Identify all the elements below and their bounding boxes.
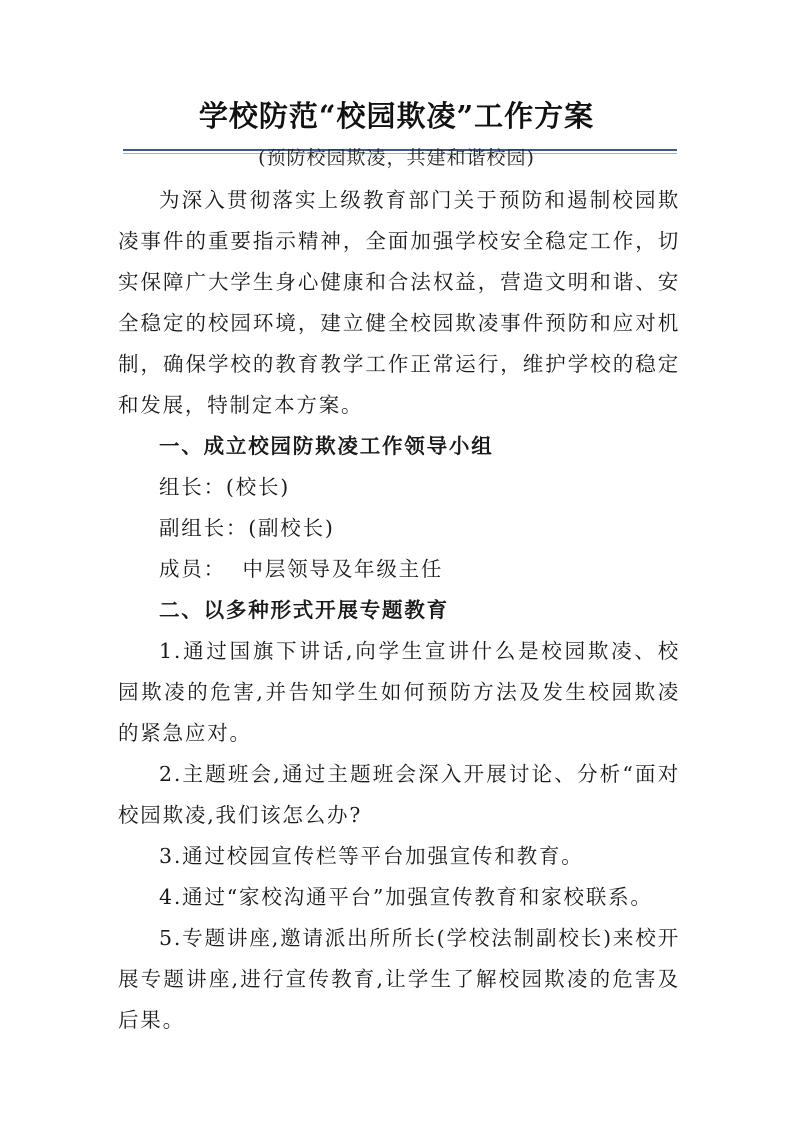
section2-item-1: 1.通过国旗下讲话,向学生宣讲什么是校园欺凌、校园欺凌的危害,并告知学生如何预防方法及发生校园欺凌的紧急应对。 (118, 639, 680, 745)
section2-item-5: 5.专题讲座,邀请派出所所长(学校法制副校长)来校开展专题讲座,进行宣传教育,让学生了解校园欺凌的危害及后果。 (118, 926, 680, 1032)
intro-paragraph: 为深入贯彻落实上级教育部门关于预防和遏制校园欺凌事件的重要指示精神，全面加强学校安全稳定工作，切实保障广大学生身心健康和合法权益，营造文明和谐、安全稳定的校园环境，建立健全校园欺凌事件预防和应对机制，确保学校的教育教学工作正常运行，维护学校的稳定和发展，特制定本方案。 (118, 188, 680, 417)
section2-heading: 二、以多种形式开展专题教育 (159, 598, 449, 622)
section2-item-2: 2.主题班会,通过主题班会深入开展讨论、分析“面对校园欺凌,我们该怎么办? (118, 762, 680, 827)
document-title: 学校防范“校园欺凌”工作方案 (198, 99, 595, 133)
document-body (118, 180, 680, 1041)
group-deputy: 副组长：(副校长) (159, 516, 335, 540)
group-leader: 组长：(校长) (159, 475, 291, 499)
section1-heading: 一、成立校园防欺凌工作领导小组 (159, 434, 494, 458)
document-subtitle: (预防校园欺凌，共建和谐校园) (258, 147, 535, 169)
section2-item-3: 3.通过校园宣传栏等平台加强宣传和教育。 (159, 844, 584, 868)
section2-item-4: 4.通过“家校沟通平台”加强宣传教育和家校联系。 (159, 885, 653, 909)
group-members: 成员： 中层领导及年级主任 (159, 557, 444, 581)
